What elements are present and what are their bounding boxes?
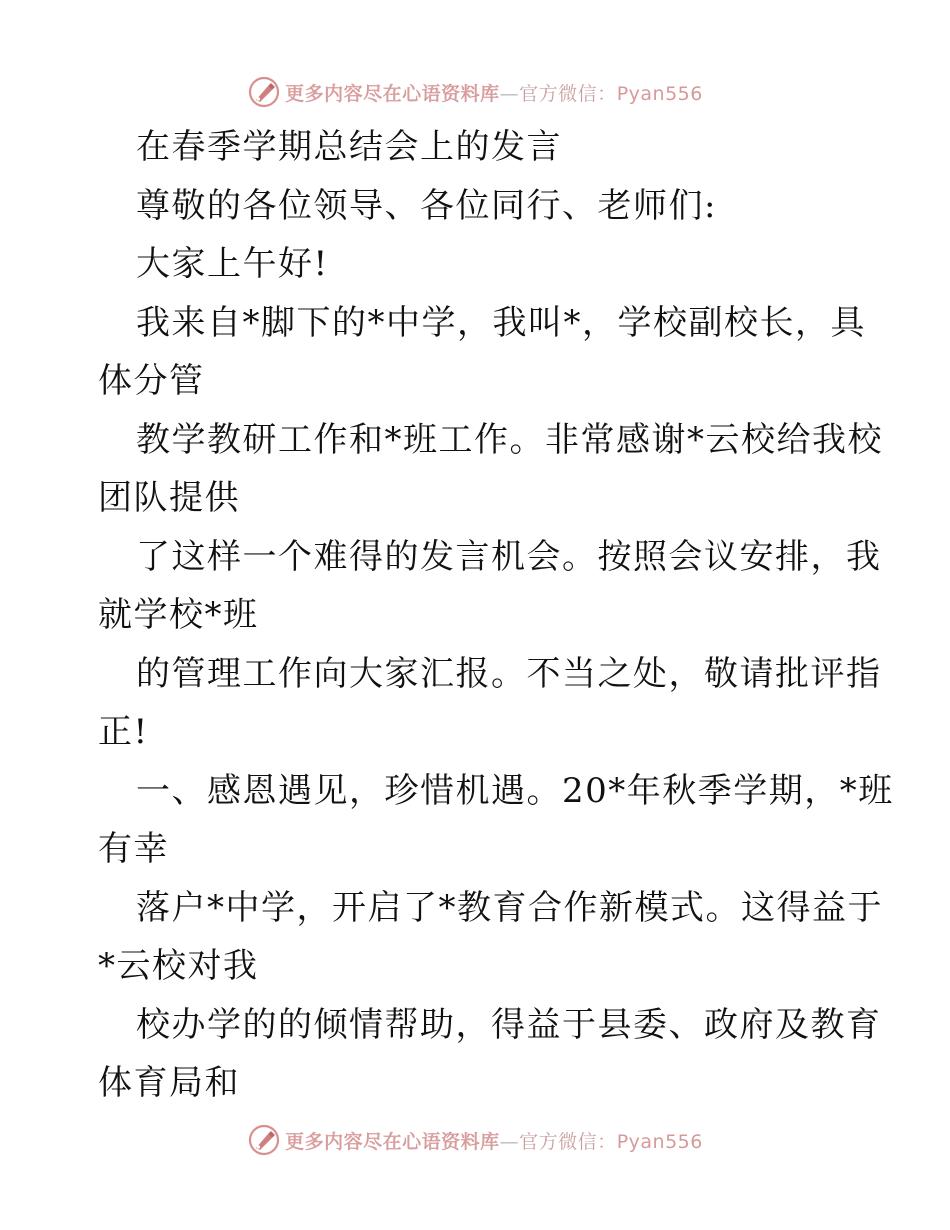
watermark-text xyxy=(285,79,703,106)
watermark-wechat-label: 官方微信： xyxy=(519,1130,617,1153)
footer-watermark xyxy=(0,1120,950,1160)
watermark-wechat-label: 官方微信： xyxy=(519,82,617,105)
document-body xyxy=(98,118,894,1113)
header-watermark xyxy=(0,72,950,112)
section-heading-line: 一、感恩遇见，珍惜机遇。20*年秋季学期，*班 xyxy=(136,770,894,811)
watermark-brand: 更多内容尽在心语资料库 xyxy=(285,1130,500,1153)
paragraph-line: 有幸 xyxy=(98,829,169,869)
paragraph-line: 就学校*班 xyxy=(98,595,259,635)
watermark-wechat-id: Pyan556 xyxy=(616,1130,703,1153)
watermark-brand: 更多内容尽在心语资料库 xyxy=(285,82,500,105)
paragraph-line: 我来自*脚下的*中学，我叫*，学校副校长，具 xyxy=(136,302,866,343)
paragraph-line: 团队提供 xyxy=(98,478,240,518)
document-title: 在春季学期总结会上的发言 xyxy=(136,127,562,167)
salutation: 尊敬的各位领导、各位同行、老师们: xyxy=(136,185,717,226)
pen-nib-logo-icon xyxy=(247,75,281,109)
paragraph-line: 教学教研工作和*班工作。非常感谢*云校给我校 xyxy=(136,419,883,460)
paragraph-line: 落户*中学，开启了*教育合作新模式。这得益于 xyxy=(136,887,883,928)
paragraph-line: 校办学的的倾情帮助，得益于县委、政府及教育 xyxy=(136,1004,882,1045)
pen-nib-logo-icon xyxy=(247,1123,281,1157)
paragraph-line: 正! xyxy=(98,712,149,752)
paragraph-line: 了这样一个难得的发言机会。按照会议安排，我 xyxy=(136,536,882,577)
paragraph-line: 体育局和 xyxy=(98,1063,240,1103)
watermark-text xyxy=(285,1127,703,1154)
paragraph-line: 体分管 xyxy=(98,361,205,401)
watermark-separator: — xyxy=(499,1130,520,1153)
greeting: 大家上午好! xyxy=(136,244,329,284)
watermark-separator: — xyxy=(499,82,520,105)
watermark-wechat-id: Pyan556 xyxy=(616,82,703,105)
paragraph-line: 的管理工作向大家汇报。不当之处，敬请批评指 xyxy=(136,653,882,694)
paragraph-line: *云校对我 xyxy=(98,946,259,986)
